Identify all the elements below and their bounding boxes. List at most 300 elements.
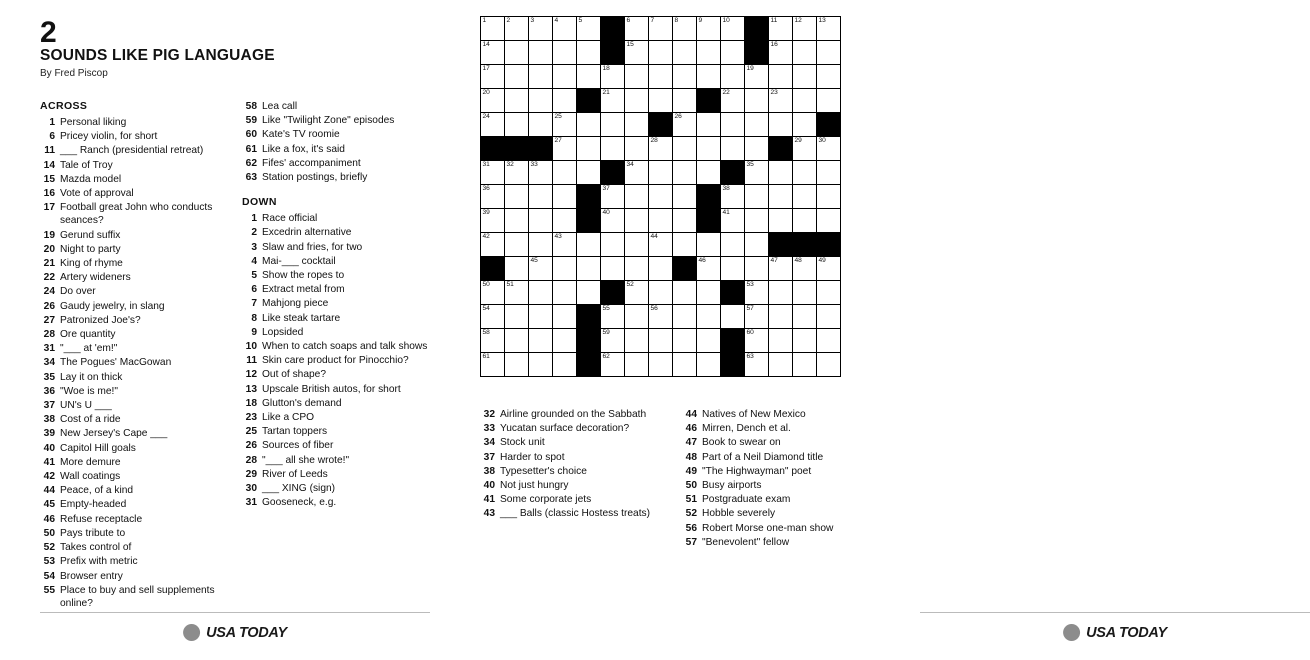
across-clue[interactable] (40, 570, 228, 583)
grid-cell[interactable] (817, 257, 841, 281)
grid-cell[interactable] (505, 233, 529, 257)
grid-cell[interactable] (601, 137, 625, 161)
across-clue[interactable] (242, 128, 430, 141)
grid-cell[interactable] (673, 161, 697, 185)
across-clue-text: Pricey violin, for short (60, 131, 158, 143)
grid-cell[interactable] (481, 89, 505, 113)
grid-cell[interactable] (505, 17, 529, 41)
grid-cell[interactable] (697, 137, 721, 161)
grid-cell[interactable] (721, 17, 745, 41)
grid-cell[interactable] (625, 137, 649, 161)
grid-cell[interactable] (601, 353, 625, 377)
grid-cell[interactable] (697, 305, 721, 329)
down-clue-number: 5 (251, 270, 257, 282)
grid-cell[interactable] (529, 65, 553, 89)
grid-cell[interactable] (553, 257, 577, 281)
grid-cell[interactable] (769, 41, 793, 65)
across-clue[interactable] (40, 342, 228, 355)
grid-cell[interactable] (721, 233, 745, 257)
grid-cell[interactable] (793, 137, 817, 161)
grid-cell[interactable] (769, 161, 793, 185)
grid-cell-block (577, 329, 601, 353)
grid-cell[interactable] (529, 17, 553, 41)
grid-cell[interactable] (577, 137, 601, 161)
across-clue[interactable] (40, 187, 228, 200)
down-clue[interactable] (242, 354, 430, 367)
grid-cell[interactable] (673, 41, 697, 65)
down-clue[interactable] (242, 383, 430, 396)
across-clue-text: Lea call (262, 101, 298, 112)
down-clue[interactable] (242, 397, 430, 410)
grid-cell[interactable] (793, 65, 817, 89)
grid-cell[interactable] (601, 305, 625, 329)
across-clue[interactable] (242, 114, 430, 127)
grid-cell[interactable] (745, 185, 769, 209)
grid-cell[interactable] (505, 161, 529, 185)
down-clue-text: Stock unit (500, 437, 545, 449)
across-clue[interactable] (40, 442, 228, 455)
grid-cell[interactable] (625, 329, 649, 353)
grid-cell[interactable] (553, 41, 577, 65)
crossword-grid[interactable] (480, 16, 841, 377)
down-clue-text: Part of a Neil Diamond title (702, 451, 824, 463)
down-clue[interactable] (242, 226, 430, 239)
grid-cell[interactable] (745, 305, 769, 329)
grid-cell[interactable] (769, 185, 793, 209)
grid-cell[interactable] (817, 185, 841, 209)
grid-cell[interactable] (553, 113, 577, 137)
grid-cell[interactable] (817, 65, 841, 89)
across-clue-number: 34 (43, 357, 55, 369)
grid-cell[interactable] (649, 65, 673, 89)
down-clue[interactable] (242, 439, 430, 452)
grid-cell[interactable] (745, 65, 769, 89)
grid-cell[interactable] (793, 209, 817, 233)
grid-cell[interactable] (721, 305, 745, 329)
grid-cell[interactable] (553, 89, 577, 113)
grid-cell[interactable] (529, 41, 553, 65)
down-clue[interactable] (480, 451, 668, 464)
grid-cell[interactable] (625, 113, 649, 137)
grid-cell[interactable] (769, 65, 793, 89)
across-clue[interactable] (242, 171, 430, 184)
grid-cell[interactable] (721, 113, 745, 137)
grid-cell[interactable] (649, 89, 673, 113)
grid-cell[interactable] (625, 233, 649, 257)
grid-cell[interactable] (793, 41, 817, 65)
grid-cell[interactable] (697, 257, 721, 281)
grid-cell[interactable] (601, 185, 625, 209)
across-clue[interactable] (40, 314, 228, 327)
grid-cell[interactable] (721, 41, 745, 65)
grid-cell[interactable] (817, 281, 841, 305)
grid-cell[interactable] (673, 113, 697, 137)
across-clue-text: Capitol Hill goals (60, 442, 136, 454)
grid-row (481, 257, 841, 281)
grid-cell[interactable] (793, 353, 817, 377)
across-clue[interactable] (40, 584, 228, 610)
grid-cell[interactable] (745, 329, 769, 353)
across-clue[interactable] (40, 201, 228, 227)
grid-cell[interactable] (625, 89, 649, 113)
grid-cell[interactable] (745, 89, 769, 113)
grid-cell[interactable] (697, 65, 721, 89)
across-clue[interactable] (40, 116, 228, 129)
down-clue[interactable] (242, 482, 430, 495)
grid-cell[interactable] (745, 113, 769, 137)
grid-cell[interactable] (745, 137, 769, 161)
across-clue[interactable] (40, 356, 228, 369)
grid-cell[interactable] (481, 185, 505, 209)
grid-cell[interactable] (721, 65, 745, 89)
grid-cell[interactable] (625, 41, 649, 65)
grid-cell[interactable] (625, 281, 649, 305)
across-clue[interactable] (242, 143, 430, 156)
grid-cell[interactable] (769, 17, 793, 41)
grid-cell[interactable] (673, 353, 697, 377)
grid-cell[interactable] (505, 113, 529, 137)
grid-cell[interactable] (601, 65, 625, 89)
across-clue-text: Artery wideners (60, 272, 131, 284)
grid-cell[interactable] (673, 17, 697, 41)
down-clue[interactable] (242, 496, 430, 509)
grid-cell[interactable] (769, 329, 793, 353)
down-clue[interactable] (682, 422, 870, 435)
across-clue[interactable] (40, 527, 228, 540)
grid-cell[interactable] (529, 113, 553, 137)
down-clue[interactable] (480, 493, 668, 506)
grid-cell[interactable] (601, 209, 625, 233)
grid-cell[interactable] (649, 161, 673, 185)
down-clue[interactable] (242, 340, 430, 353)
across-clue[interactable] (40, 159, 228, 172)
down-clue[interactable] (242, 297, 430, 310)
grid-cell[interactable] (505, 209, 529, 233)
grid-cell[interactable] (553, 329, 577, 353)
grid-cell[interactable] (649, 137, 673, 161)
down-clue[interactable] (480, 465, 668, 478)
across-clue[interactable] (40, 300, 228, 313)
across-clue-text: Gaudy jewelry, in slang (60, 300, 165, 312)
grid-cell[interactable] (721, 137, 745, 161)
grid-cell[interactable] (721, 209, 745, 233)
across-clue[interactable] (40, 371, 228, 384)
grid-cell[interactable] (817, 41, 841, 65)
across-clue[interactable] (40, 285, 228, 298)
grid-cell[interactable] (649, 185, 673, 209)
grid-cell[interactable] (793, 305, 817, 329)
grid-cell[interactable] (649, 209, 673, 233)
down-clue[interactable] (480, 422, 668, 435)
grid-cell[interactable] (553, 209, 577, 233)
down-clue[interactable] (480, 436, 668, 449)
down-clue[interactable] (242, 454, 430, 467)
grid-cell[interactable] (505, 65, 529, 89)
grid-cell[interactable] (553, 305, 577, 329)
down-clue[interactable] (480, 408, 668, 421)
grid-cell[interactable] (625, 353, 649, 377)
grid-cell[interactable] (817, 17, 841, 41)
across-clue[interactable] (242, 157, 430, 170)
grid-cell[interactable] (505, 185, 529, 209)
grid-cell[interactable] (481, 305, 505, 329)
down-clue[interactable] (682, 436, 870, 449)
grid-cell[interactable] (793, 113, 817, 137)
grid-cell[interactable] (481, 281, 505, 305)
grid-cell[interactable] (673, 89, 697, 113)
grid-cell[interactable] (769, 353, 793, 377)
grid-cell[interactable] (553, 281, 577, 305)
across-clue[interactable] (40, 541, 228, 554)
grid-cell[interactable] (505, 257, 529, 281)
across-clue[interactable] (40, 484, 228, 497)
grid-cell[interactable] (601, 257, 625, 281)
grid-cell[interactable] (649, 305, 673, 329)
grid-cell[interactable] (817, 89, 841, 113)
grid-cell[interactable] (553, 185, 577, 209)
grid-cell[interactable] (697, 161, 721, 185)
grid-cell-number: 21 (602, 89, 610, 96)
down-clue-text: Postgraduate exam (702, 494, 791, 506)
down-clue[interactable] (242, 468, 430, 481)
across-clue[interactable] (40, 456, 228, 469)
grid-cell[interactable] (817, 161, 841, 185)
down-clue[interactable] (242, 368, 430, 381)
down-clue[interactable] (242, 241, 430, 254)
grid-cell[interactable] (481, 161, 505, 185)
grid-cell[interactable] (481, 233, 505, 257)
across-clue[interactable] (40, 271, 228, 284)
grid-cell[interactable] (529, 329, 553, 353)
across-clue[interactable] (40, 555, 228, 568)
down-clue[interactable] (682, 507, 870, 520)
grid-cell[interactable] (577, 161, 601, 185)
grid-cell[interactable] (697, 281, 721, 305)
across-clue[interactable] (242, 100, 430, 113)
grid-cell-number: 61 (482, 353, 490, 360)
across-clue-number: 31 (43, 343, 55, 355)
grid-cell[interactable] (553, 161, 577, 185)
across-clue[interactable] (40, 413, 228, 426)
grid-row (481, 89, 841, 113)
down-clue[interactable] (480, 479, 668, 492)
grid-cell[interactable] (793, 257, 817, 281)
across-clue[interactable] (40, 498, 228, 511)
across-clue[interactable] (40, 130, 228, 143)
grid-cell[interactable] (481, 113, 505, 137)
grid-cell[interactable] (625, 305, 649, 329)
grid-cell[interactable] (529, 185, 553, 209)
grid-cell[interactable] (577, 233, 601, 257)
across-clue[interactable] (40, 243, 228, 256)
across-clue-number: 45 (43, 499, 55, 511)
grid-cell[interactable] (817, 305, 841, 329)
grid-cell[interactable] (649, 17, 673, 41)
grid-cell[interactable] (505, 329, 529, 353)
grid-cell[interactable] (793, 161, 817, 185)
grid-cell[interactable] (577, 257, 601, 281)
grid-cell[interactable] (529, 305, 553, 329)
down-clue[interactable] (242, 255, 430, 268)
grid-cell[interactable] (769, 281, 793, 305)
down-clue[interactable] (242, 411, 430, 424)
across-clue[interactable] (40, 144, 228, 157)
grid-cell[interactable] (745, 233, 769, 257)
grid-cell[interactable] (697, 113, 721, 137)
across-clue-number: 39 (43, 428, 55, 440)
grid-cell[interactable] (625, 185, 649, 209)
grid-cell[interactable] (793, 185, 817, 209)
grid-cell[interactable] (769, 209, 793, 233)
grid-cell[interactable] (673, 329, 697, 353)
across-clue[interactable] (40, 229, 228, 242)
grid-cell[interactable] (529, 233, 553, 257)
grid-cell[interactable] (529, 281, 553, 305)
grid-cell[interactable] (625, 209, 649, 233)
grid-cell[interactable] (505, 41, 529, 65)
grid-cell[interactable] (553, 65, 577, 89)
grid-cell[interactable] (601, 89, 625, 113)
grid-cell[interactable] (649, 233, 673, 257)
grid-cell[interactable] (745, 257, 769, 281)
grid-cell[interactable] (673, 185, 697, 209)
down-clue[interactable] (480, 507, 668, 520)
grid-cell[interactable] (481, 209, 505, 233)
grid-cell[interactable] (745, 353, 769, 377)
down-clue[interactable] (242, 269, 430, 282)
grid-cell[interactable] (769, 257, 793, 281)
grid-cell[interactable] (697, 353, 721, 377)
grid-cell[interactable] (529, 89, 553, 113)
grid-cell[interactable] (721, 185, 745, 209)
across-clue[interactable] (40, 427, 228, 440)
grid-cell[interactable] (697, 41, 721, 65)
across-clue-text: The Pogues' MacGowan (60, 357, 172, 369)
down-clue[interactable] (242, 283, 430, 296)
crossword-grid-wrapper[interactable] (480, 16, 841, 377)
grid-cell[interactable] (601, 113, 625, 137)
grid-cell[interactable] (481, 329, 505, 353)
grid-cell[interactable] (481, 17, 505, 41)
grid-cell[interactable] (625, 17, 649, 41)
grid-cell[interactable] (481, 353, 505, 377)
grid-cell[interactable] (769, 89, 793, 113)
grid-cell[interactable] (481, 65, 505, 89)
grid-cell[interactable] (697, 329, 721, 353)
across-clue[interactable] (40, 513, 228, 526)
across-heading: ACROSS (40, 100, 88, 112)
down-clue[interactable] (242, 312, 430, 325)
grid-cell[interactable] (577, 65, 601, 89)
grid-cell[interactable] (745, 281, 769, 305)
down-clue[interactable] (682, 536, 870, 549)
grid-cell[interactable] (793, 329, 817, 353)
grid-cell[interactable] (673, 137, 697, 161)
grid-cell[interactable] (625, 65, 649, 89)
across-clue[interactable] (40, 470, 228, 483)
grid-cell[interactable] (529, 257, 553, 281)
grid-cell[interactable] (601, 329, 625, 353)
down-clue[interactable] (242, 425, 430, 438)
down-clue[interactable] (682, 465, 870, 478)
grid-cell[interactable] (601, 233, 625, 257)
grid-cell[interactable] (505, 305, 529, 329)
grid-cell[interactable] (793, 281, 817, 305)
grid-cell[interactable] (649, 41, 673, 65)
grid-cell[interactable] (769, 113, 793, 137)
grid-cell[interactable] (505, 281, 529, 305)
down-clue[interactable] (682, 479, 870, 492)
grid-cell[interactable] (697, 17, 721, 41)
grid-cell[interactable] (577, 281, 601, 305)
grid-cell[interactable] (505, 89, 529, 113)
across-clue[interactable] (40, 328, 228, 341)
grid-cell[interactable] (673, 233, 697, 257)
grid-cell[interactable] (817, 137, 841, 161)
down-clue-number: 10 (245, 341, 257, 353)
grid-cell[interactable] (505, 353, 529, 377)
down-clue[interactable] (682, 408, 870, 421)
grid-cell-number: 50 (482, 281, 490, 288)
down-clue[interactable] (682, 522, 870, 535)
grid-cell[interactable] (817, 209, 841, 233)
grid-cell[interactable] (745, 161, 769, 185)
grid-cell[interactable] (745, 209, 769, 233)
down-clue[interactable] (682, 493, 870, 506)
grid-cell[interactable] (577, 41, 601, 65)
grid-cell[interactable] (673, 305, 697, 329)
grid-cell[interactable] (649, 257, 673, 281)
grid-cell-number: 15 (626, 41, 634, 48)
down-clue[interactable] (682, 451, 870, 464)
grid-cell[interactable] (793, 89, 817, 113)
grid-cell[interactable] (577, 113, 601, 137)
grid-cell[interactable] (625, 161, 649, 185)
grid-cell[interactable] (673, 281, 697, 305)
grid-cell[interactable] (553, 353, 577, 377)
across-clue[interactable] (40, 399, 228, 412)
grid-cell[interactable] (577, 17, 601, 41)
grid-cell[interactable] (697, 233, 721, 257)
down-clue[interactable] (242, 212, 430, 225)
grid-cell[interactable] (553, 233, 577, 257)
down-clue[interactable] (242, 326, 430, 339)
grid-cell[interactable] (553, 137, 577, 161)
grid-cell[interactable] (553, 17, 577, 41)
grid-cell[interactable] (625, 257, 649, 281)
across-clue-list-part2 (242, 100, 430, 184)
grid-cell-block (505, 137, 529, 161)
grid-cell[interactable] (673, 209, 697, 233)
across-clue[interactable] (40, 173, 228, 186)
across-clue[interactable] (40, 257, 228, 270)
grid-cell[interactable] (529, 353, 553, 377)
grid-cell[interactable] (673, 65, 697, 89)
grid-cell[interactable] (649, 329, 673, 353)
across-clue[interactable] (40, 385, 228, 398)
grid-cell[interactable] (481, 41, 505, 65)
grid-cell[interactable] (529, 161, 553, 185)
grid-cell[interactable] (649, 281, 673, 305)
grid-cell[interactable] (529, 209, 553, 233)
grid-cell[interactable] (721, 257, 745, 281)
grid-cell[interactable] (817, 329, 841, 353)
grid-cell[interactable] (649, 353, 673, 377)
grid-cell[interactable] (817, 353, 841, 377)
grid-cell[interactable] (793, 17, 817, 41)
grid-cell[interactable] (721, 89, 745, 113)
grid-cell[interactable] (769, 305, 793, 329)
